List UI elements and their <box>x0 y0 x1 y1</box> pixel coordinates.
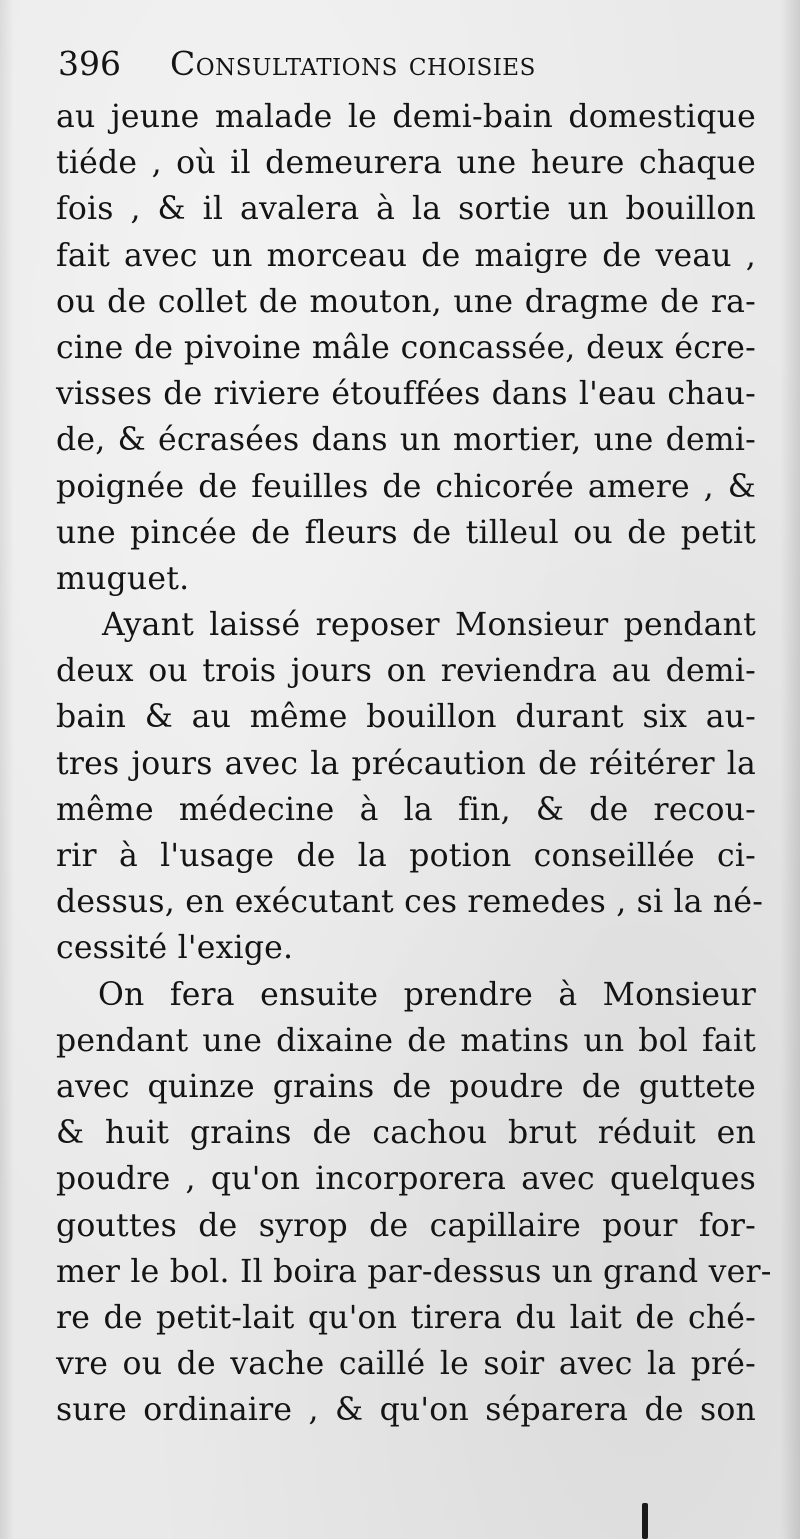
text-line: au jeune malade le demi-bain domestique <box>56 99 756 135</box>
ink-mark <box>642 1503 648 1539</box>
running-title: Consultations choisies <box>170 44 536 83</box>
body-text <box>56 94 772 1433</box>
text-line: cessité l'exige. <box>56 930 294 967</box>
text-line: fait avec un morceau de maigre de veau , <box>56 237 756 274</box>
text-line: muguet. <box>56 560 190 597</box>
text-line: & huit grains de cachou brut réduit en <box>56 1115 756 1152</box>
text-line: poignée de feuilles de chicorée amere , & <box>56 468 756 505</box>
text-line: dessus, en exécutant ces remedes , si la né- <box>56 884 764 921</box>
text-line: vre ou de vache caillé le soir avec la pré- <box>56 1346 756 1383</box>
text-line: re de petit-lait qu'on tirera du lait de ché- <box>56 1299 756 1336</box>
text-line: bain & au même bouillon durant six au- <box>56 699 756 736</box>
text-line: cine de pivoine mâle concassée, deux écre- <box>56 329 756 366</box>
text-line: gouttes de syrop de capillaire pour for- <box>56 1207 756 1244</box>
text-line: visses de riviere étouffées dans l'eau chau- <box>56 376 756 413</box>
text-line: pendant une dixaine de matins un bol fait <box>56 1022 756 1059</box>
text-line: même médecine à la fin, & de recou- <box>56 791 756 828</box>
paragraph-start-line: On fera ensuite prendre à Monsieur <box>98 976 756 1013</box>
text-line: tiéde , où il demeurera une heure chaque <box>56 145 756 182</box>
text-line: tres jours avec la précaution de réitérer la <box>56 745 756 782</box>
text-line: une pincée de fleurs de tilleul ou de petit <box>56 514 756 551</box>
text-line: deux ou trois jours on reviendra au demi- <box>56 653 756 690</box>
paragraph-start-line: Ayant laissé reposer Monsieur pendant <box>102 607 756 644</box>
text-line: fois , & il avalera à la sortie un bouillon <box>56 191 756 228</box>
text-line: ou de collet de mouton, une dragme de ra- <box>56 283 756 320</box>
text-line: avec quinze grains de poudre de guttete <box>56 1068 756 1105</box>
page-number: 396 <box>58 44 121 83</box>
text-line: rir à l'usage de la potion conseillée ci- <box>56 838 756 874</box>
text-line: de, & écrasées dans un mortier, une demi- <box>56 422 756 459</box>
text-line: sure ordinaire , & qu'on séparera de son <box>56 1392 756 1429</box>
text-line: poudre , qu'on incorporera avec quelques <box>56 1161 756 1198</box>
text-line: mer le bol. Il boira par-dessus un grand ver- <box>56 1253 772 1290</box>
running-head <box>58 38 758 90</box>
